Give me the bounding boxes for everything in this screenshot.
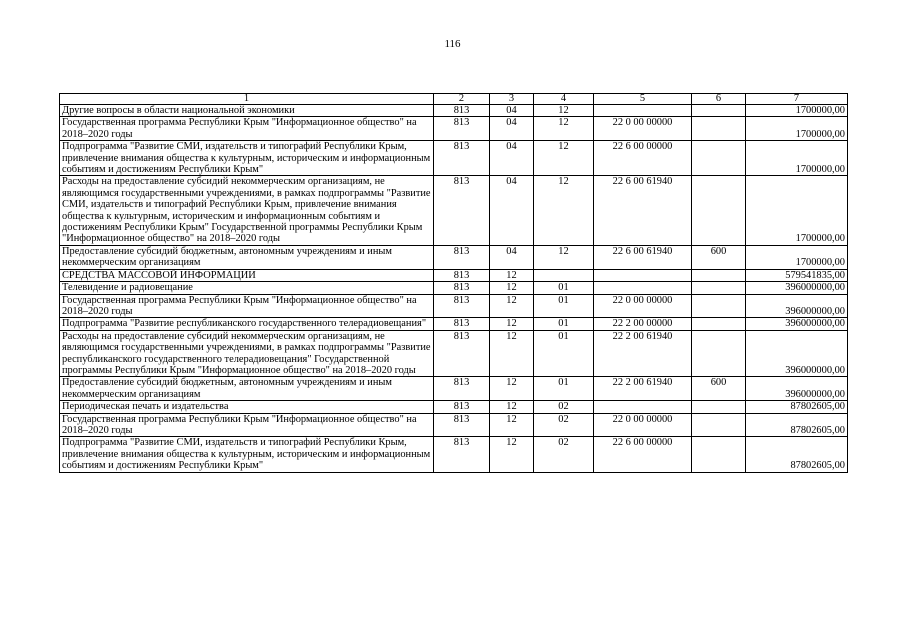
- row-name: Расходы на предоставление субсидий некоммерческим организациям, не являющимся государственными учреждениями, в рамках подпрограммы "Развитие республиканского государственного телерадиовещания" Государственной программы Республики Крым "Информационное общество" на 2018–2020 годы: [60, 330, 434, 377]
- row-code-subsection: 12: [534, 105, 594, 117]
- row-code-section: 12: [490, 282, 534, 294]
- table-row: [60, 413, 848, 437]
- row-name: Государственная программа Республики Крым "Информационное общество" на 2018–2020 годы: [60, 413, 434, 437]
- row-code-subsection: 01: [534, 282, 594, 294]
- row-amount: 579541835,00: [746, 269, 848, 281]
- row-code-admin: 813: [434, 176, 490, 245]
- row-code-target: [594, 269, 692, 281]
- row-code-subsection: 02: [534, 437, 594, 472]
- row-code-section: 12: [490, 437, 534, 472]
- row-code-expense-type: [692, 282, 746, 294]
- table-row: [60, 294, 848, 318]
- row-code-admin: 813: [434, 282, 490, 294]
- row-code-admin: 813: [434, 330, 490, 377]
- row-code-target: 22 6 00 00000: [594, 141, 692, 176]
- header-cell: 7: [746, 94, 848, 105]
- row-code-target: 22 2 00 61940: [594, 377, 692, 401]
- row-name: СРЕДСТВА МАССОВОЙ ИНФОРМАЦИИ: [60, 269, 434, 281]
- row-code-expense-type: [692, 141, 746, 176]
- row-code-section: 12: [490, 401, 534, 413]
- row-code-target: [594, 105, 692, 117]
- row-code-target: [594, 401, 692, 413]
- row-amount: 1700000,00: [746, 176, 848, 245]
- row-code-admin: 813: [434, 437, 490, 472]
- row-code-expense-type: [692, 176, 746, 245]
- row-name: Подпрограмма "Развитие СМИ, издательств и типографий Республики Крым, привлечение внимания общества к культурным, историческим и информационным событиям и достижениям Республики Крым": [60, 437, 434, 472]
- table-row: [60, 105, 848, 117]
- table-row: [60, 437, 848, 472]
- row-amount: 1700000,00: [746, 105, 848, 117]
- row-code-expense-type: 600: [692, 377, 746, 401]
- row-code-subsection: 01: [534, 330, 594, 377]
- budget-table: [59, 93, 848, 473]
- row-code-section: 12: [490, 413, 534, 437]
- row-code-section: 04: [490, 245, 534, 269]
- header-cell: 5: [594, 94, 692, 105]
- row-code-section: 04: [490, 176, 534, 245]
- row-code-expense-type: [692, 105, 746, 117]
- row-name: Государственная программа Республики Крым "Информационное общество" на 2018–2020 годы: [60, 117, 434, 141]
- row-code-subsection: 12: [534, 117, 594, 141]
- row-amount: 87802605,00: [746, 401, 848, 413]
- row-code-section: 12: [490, 269, 534, 281]
- table-row: [60, 401, 848, 413]
- row-code-admin: 813: [434, 141, 490, 176]
- row-code-target: 22 6 00 61940: [594, 245, 692, 269]
- table-row: [60, 330, 848, 377]
- row-code-expense-type: [692, 437, 746, 472]
- row-name: Другие вопросы в области национальной экономики: [60, 105, 434, 117]
- header-cell: 1: [60, 94, 434, 105]
- table-row: [60, 377, 848, 401]
- row-code-subsection: 12: [534, 141, 594, 176]
- row-code-admin: 813: [434, 377, 490, 401]
- row-code-section: 04: [490, 141, 534, 176]
- row-code-subsection: 02: [534, 401, 594, 413]
- row-code-admin: 813: [434, 245, 490, 269]
- row-code-expense-type: [692, 269, 746, 281]
- row-code-expense-type: [692, 413, 746, 437]
- row-code-admin: 813: [434, 269, 490, 281]
- row-code-expense-type: [692, 318, 746, 330]
- row-name: Подпрограмма "Развитие республиканского государственного телерадиовещания": [60, 318, 434, 330]
- row-code-target: 22 0 00 00000: [594, 117, 692, 141]
- row-code-target: 22 0 00 00000: [594, 294, 692, 318]
- row-code-subsection: 02: [534, 413, 594, 437]
- row-code-expense-type: [692, 294, 746, 318]
- row-code-target: 22 2 00 61940: [594, 330, 692, 377]
- row-amount: 87802605,00: [746, 437, 848, 472]
- row-name: Предоставление субсидий бюджетным, автономным учреждениям и иным некоммерческим организациям: [60, 377, 434, 401]
- header-cell: 4: [534, 94, 594, 105]
- row-code-admin: 813: [434, 105, 490, 117]
- table-row: [60, 282, 848, 294]
- row-name: Телевидение и радиовещание: [60, 282, 434, 294]
- row-amount: 1700000,00: [746, 117, 848, 141]
- row-amount: 87802605,00: [746, 413, 848, 437]
- row-code-admin: 813: [434, 318, 490, 330]
- table-row: [60, 117, 848, 141]
- row-name: Предоставление субсидий бюджетным, автономным учреждениям и иным некоммерческим организациям: [60, 245, 434, 269]
- row-code-target: 22 2 00 00000: [594, 318, 692, 330]
- row-code-admin: 813: [434, 294, 490, 318]
- table-row: [60, 176, 848, 245]
- table-row: [60, 245, 848, 269]
- row-name: Расходы на предоставление субсидий некоммерческим организациям, не являющимся государственными учреждениями, в рамках подпрограммы "Развитие СМИ, издательств и типографий Республики Крым, привлечение внимания общества к культурным, историческим и информационным событиям и достижениям Республики Крым" Государственной программы Республики Крым "Информационное общество" на 2018–2020 годы: [60, 176, 434, 245]
- table-row: [60, 269, 848, 281]
- row-code-expense-type: [692, 401, 746, 413]
- row-code-subsection: 01: [534, 318, 594, 330]
- row-amount: 396000000,00: [746, 294, 848, 318]
- row-amount: 396000000,00: [746, 377, 848, 401]
- row-code-expense-type: 600: [692, 245, 746, 269]
- row-code-subsection: 01: [534, 294, 594, 318]
- row-name: Подпрограмма "Развитие СМИ, издательств и типографий Республики Крым, привлечение внимания общества к культурным, историческим и информационным событиям и достижениям Республики Крым": [60, 141, 434, 176]
- row-code-target: 22 6 00 00000: [594, 437, 692, 472]
- row-code-section: 12: [490, 318, 534, 330]
- header-cell: 6: [692, 94, 746, 105]
- row-code-admin: 813: [434, 401, 490, 413]
- row-code-subsection: 12: [534, 176, 594, 245]
- table-row: [60, 141, 848, 176]
- row-name: Государственная программа Республики Крым "Информационное общество" на 2018–2020 годы: [60, 294, 434, 318]
- row-code-target: 22 6 00 61940: [594, 176, 692, 245]
- header-row: [60, 94, 848, 105]
- page-number: 116: [444, 38, 461, 50]
- row-code-target: [594, 282, 692, 294]
- row-code-subsection: 12: [534, 245, 594, 269]
- row-code-expense-type: [692, 330, 746, 377]
- row-name: Периодическая печать и издательства: [60, 401, 434, 413]
- row-code-section: 04: [490, 117, 534, 141]
- row-code-section: 12: [490, 377, 534, 401]
- row-code-admin: 813: [434, 117, 490, 141]
- header-cell: 3: [490, 94, 534, 105]
- row-code-target: 22 0 00 00000: [594, 413, 692, 437]
- row-code-subsection: [534, 269, 594, 281]
- row-amount: 1700000,00: [746, 141, 848, 176]
- row-amount: 396000000,00: [746, 330, 848, 377]
- row-code-section: 12: [490, 330, 534, 377]
- table-row: [60, 318, 848, 330]
- row-amount: 1700000,00: [746, 245, 848, 269]
- row-code-subsection: 01: [534, 377, 594, 401]
- header-cell: 2: [434, 94, 490, 105]
- row-code-section: 04: [490, 105, 534, 117]
- row-code-section: 12: [490, 294, 534, 318]
- row-amount: 396000000,00: [746, 282, 848, 294]
- row-code-expense-type: [692, 117, 746, 141]
- row-amount: 396000000,00: [746, 318, 848, 330]
- row-code-admin: 813: [434, 413, 490, 437]
